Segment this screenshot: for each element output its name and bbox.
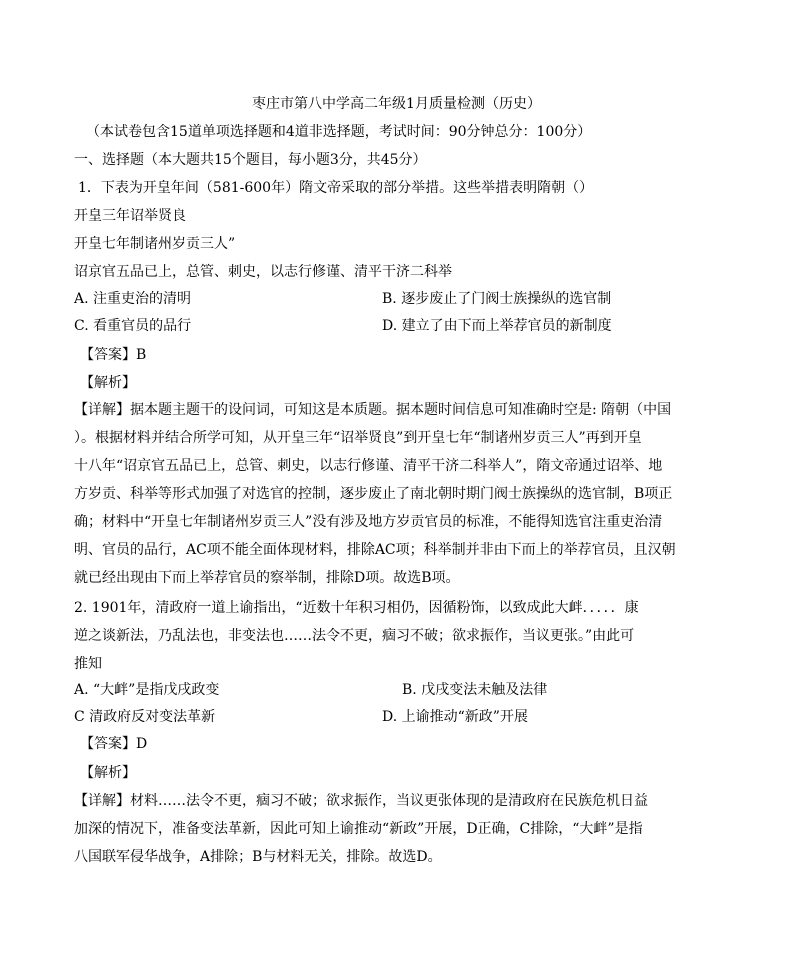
q2-option-d: D. 上谕推动“新政”开展 <box>382 709 528 725</box>
section-heading: 一、选择题（本大题共15个题目，每小题3分，共45分） <box>74 152 427 168</box>
page-title: 枣庄市第八中学高二年级1月质量检测（历史） <box>252 96 541 112</box>
q1-option-c: C. 看重官员的品行 <box>74 318 192 334</box>
q1-option-b: B. 逐步废止了门阀士族操纵的选官制 <box>382 291 612 307</box>
q2-option-c: C 清政府反对变法革新 <box>74 709 216 725</box>
q1-detail-4: 方岁贡、科举等形式加强了对选官的控制，逐步废止了南北朝时期门阀士族操纵的选官制，B项正 <box>74 486 673 502</box>
q2-option-b: B. 戊戌变法未触及法律 <box>402 682 548 698</box>
q2-detail-1: 【详解】材料……法令不更，痼习不破；欲求振作，当议更张体现的是清政府在民族危机日益 <box>74 793 648 809</box>
q1-material-1: 开皇三年诏举贤良 <box>74 208 186 224</box>
q1-answer: 【答案】B <box>80 347 147 363</box>
q1-detail-3: 十八年“诏京官五品已上，总管、刺史，以志行修谨、清平干济二科举人”，隋文帝通过诏举、地 <box>74 458 663 474</box>
q1-material-2: 开皇七年制诸州岁贡三人” <box>74 236 236 252</box>
exam-info: （本试卷包含15道单项选择题和4道非选择题，考试时间：90分钟总分：100分） <box>86 124 592 140</box>
q2-stem-3: 推知 <box>74 656 102 672</box>
q1-detail-7: 就已经出现由下而上举荐官员的察举制，排除D项。故选B项。 <box>74 570 460 586</box>
q2-analysis-label: 【解析】 <box>80 765 136 781</box>
q2-detail-2: 加深的情况下，准备变法革新，因此可知上谕推动“新政”开展，D正确，C排除，“大衅”是指 <box>74 821 643 837</box>
q1-option-d: D. 建立了由下而上举荐官员的新制度 <box>382 318 612 334</box>
q1-detail-2: ）。根据材料并结合所学可知，从开皇三年“诏举贤良”到开皇七年“制诸州岁贡三人”再到开皇 <box>74 430 642 446</box>
q2-stem-1: 2. 1901年，清政府一道上谕指出，“近数十年积习相仍，因循粉饰，以致成此大衅．．．．．康 <box>74 600 639 616</box>
q2-detail-3: 八国联军侵华战争，A排除；B与材料无关，排除。故选D。 <box>74 849 442 865</box>
q1-detail-1: 【详解】据本题主题干的设问词，可知这是本质题。据本题时间信息可知准确时空是: 隋朝（中国 <box>74 402 672 418</box>
q1-detail-6: 明、官员的品行，AC项不能全面体现材料，排除AC项；科举制并非由下而上的举荐官员，且汉朝 <box>74 542 676 558</box>
q1-material-3: 诏京官五品已上，总管、刺史，以志行修谨、清平干济二科举 <box>74 264 452 280</box>
q1-stem: 1．下表为开皇年间（581-600年）隋文帝采取的部分举措。这些举措表明隋朝（） <box>78 180 594 196</box>
q1-analysis-label: 【解析】 <box>80 375 136 391</box>
q2-stem-2: 逆之谈新法，乃乱法也，非变法也……法令不更，痼习不破；欲求振作，当议更张。”由此可 <box>74 628 635 644</box>
q2-answer: 【答案】D <box>80 736 148 752</box>
q1-option-a: A. 注重吏治的清明 <box>74 291 192 307</box>
q1-detail-5: 确；材料中“开皇七年制诸州岁贡三人”没有涉及地方岁贡官员的标准，不能得知选官注重吏治清 <box>74 514 663 530</box>
q2-option-a: A. “大衅”是指戊戌政变 <box>74 682 220 698</box>
